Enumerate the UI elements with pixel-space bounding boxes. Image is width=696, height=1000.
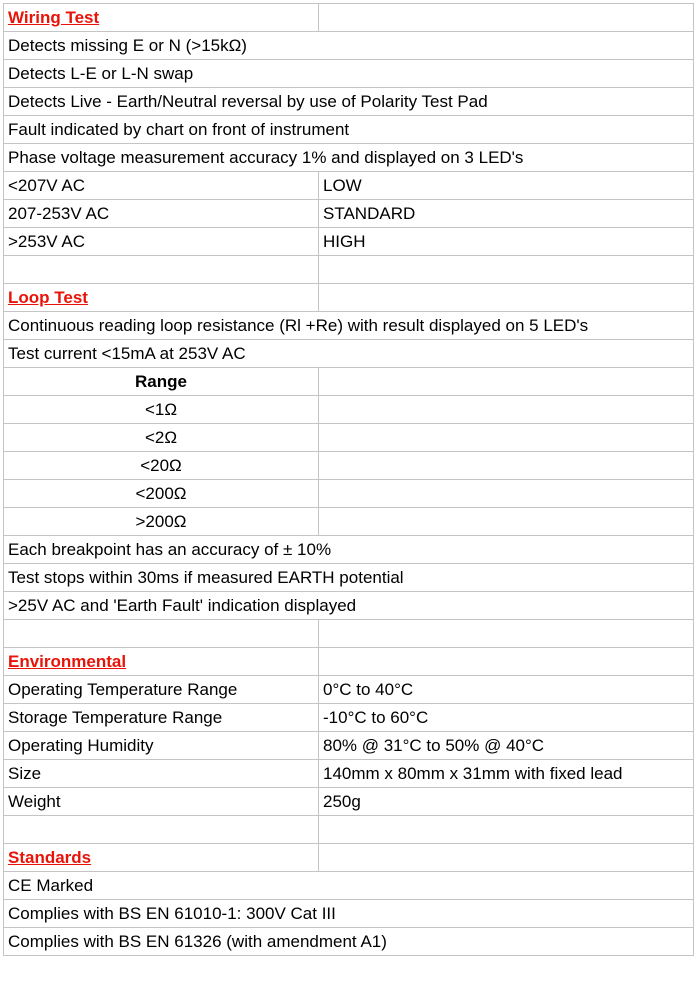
table-row xyxy=(4,592,694,620)
env-label: Operating Temperature Range xyxy=(4,676,319,704)
table-row xyxy=(4,200,694,228)
voltage-level: HIGH xyxy=(319,228,694,256)
range-value: <20Ω xyxy=(4,452,319,480)
empty-row xyxy=(4,256,694,284)
table-row xyxy=(4,340,694,368)
table-row xyxy=(4,788,694,816)
env-label: Storage Temperature Range xyxy=(4,704,319,732)
table-row xyxy=(4,424,694,452)
env-label: Operating Humidity xyxy=(4,732,319,760)
env-value: -10°C to 60°C xyxy=(319,704,694,732)
table-row xyxy=(4,88,694,116)
spec-line: Each breakpoint has an accuracy of ± 10% xyxy=(4,536,319,564)
table-row xyxy=(4,480,694,508)
env-label: Size xyxy=(4,760,319,788)
range-value: <200Ω xyxy=(4,480,319,508)
table-row xyxy=(4,32,694,60)
empty-row xyxy=(4,816,694,844)
spec-line: Detects missing E or N (>15kΩ) xyxy=(4,32,319,60)
voltage-range: <207V AC xyxy=(4,172,319,200)
voltage-range: 207-253V AC xyxy=(4,200,319,228)
table-row xyxy=(4,60,694,88)
spec-line: Detects Live - Earth/Neutral reversal by use of Polarity Test Pad xyxy=(4,88,319,116)
range-value: <1Ω xyxy=(4,396,319,424)
spec-line: Detects L-E or L-N swap xyxy=(4,60,319,88)
env-value: 140mm x 80mm x 31mm with fixed lead xyxy=(319,760,694,788)
table-row xyxy=(4,508,694,536)
env-value: 250g xyxy=(319,788,694,816)
section-heading-row xyxy=(4,648,694,676)
spec-line: Phase voltage measurement accuracy 1% and displayed on 3 LED's xyxy=(4,144,319,172)
empty-row xyxy=(4,620,694,648)
section-heading-row xyxy=(4,4,694,32)
spec-line: CE Marked xyxy=(4,872,319,900)
table-row xyxy=(4,732,694,760)
table-row xyxy=(4,396,694,424)
spec-line: Test stops within 30ms if measured EARTH potential xyxy=(4,564,319,592)
env-value: 0°C to 40°C xyxy=(319,676,694,704)
env-value: 80% @ 31°C to 50% @ 40°C xyxy=(319,732,694,760)
table-row xyxy=(4,368,694,396)
table-row xyxy=(4,760,694,788)
table-row xyxy=(4,228,694,256)
spec-line: Test current <15mA at 253V AC xyxy=(4,340,319,368)
range-value: >200Ω xyxy=(4,508,319,536)
standards-heading: Standards xyxy=(4,844,319,872)
spec-line: >25V AC and 'Earth Fault' indication displayed xyxy=(4,592,319,620)
table-row xyxy=(4,872,694,900)
spec-line: Continuous reading loop resistance (Rl +Re) with result displayed on 5 LED's xyxy=(4,312,319,340)
range-value: <2Ω xyxy=(4,424,319,452)
table-row xyxy=(4,928,694,956)
section-heading-row xyxy=(4,284,694,312)
table-row xyxy=(4,900,694,928)
range-header: Range xyxy=(4,368,319,396)
voltage-level: LOW xyxy=(319,172,694,200)
table-row xyxy=(4,452,694,480)
environmental-heading: Environmental xyxy=(4,648,319,676)
table-row xyxy=(4,564,694,592)
voltage-range: >253V AC xyxy=(4,228,319,256)
table-row xyxy=(4,144,694,172)
table-row xyxy=(4,704,694,732)
table-row xyxy=(4,312,694,340)
spec-line: Complies with BS EN 61010-1: 300V Cat III xyxy=(4,900,319,928)
table-row xyxy=(4,536,694,564)
spec-line: Complies with BS EN 61326 (with amendment A1) xyxy=(4,928,319,956)
spec-line: Fault indicated by chart on front of instrument xyxy=(4,116,319,144)
wiring-test-heading: Wiring Test xyxy=(4,4,319,32)
voltage-level: STANDARD xyxy=(319,200,694,228)
section-heading-row xyxy=(4,844,694,872)
table-row xyxy=(4,172,694,200)
env-label: Weight xyxy=(4,788,319,816)
table-row xyxy=(4,116,694,144)
loop-test-heading: Loop Test xyxy=(4,284,319,312)
table-row xyxy=(4,676,694,704)
spec-table xyxy=(3,3,694,956)
